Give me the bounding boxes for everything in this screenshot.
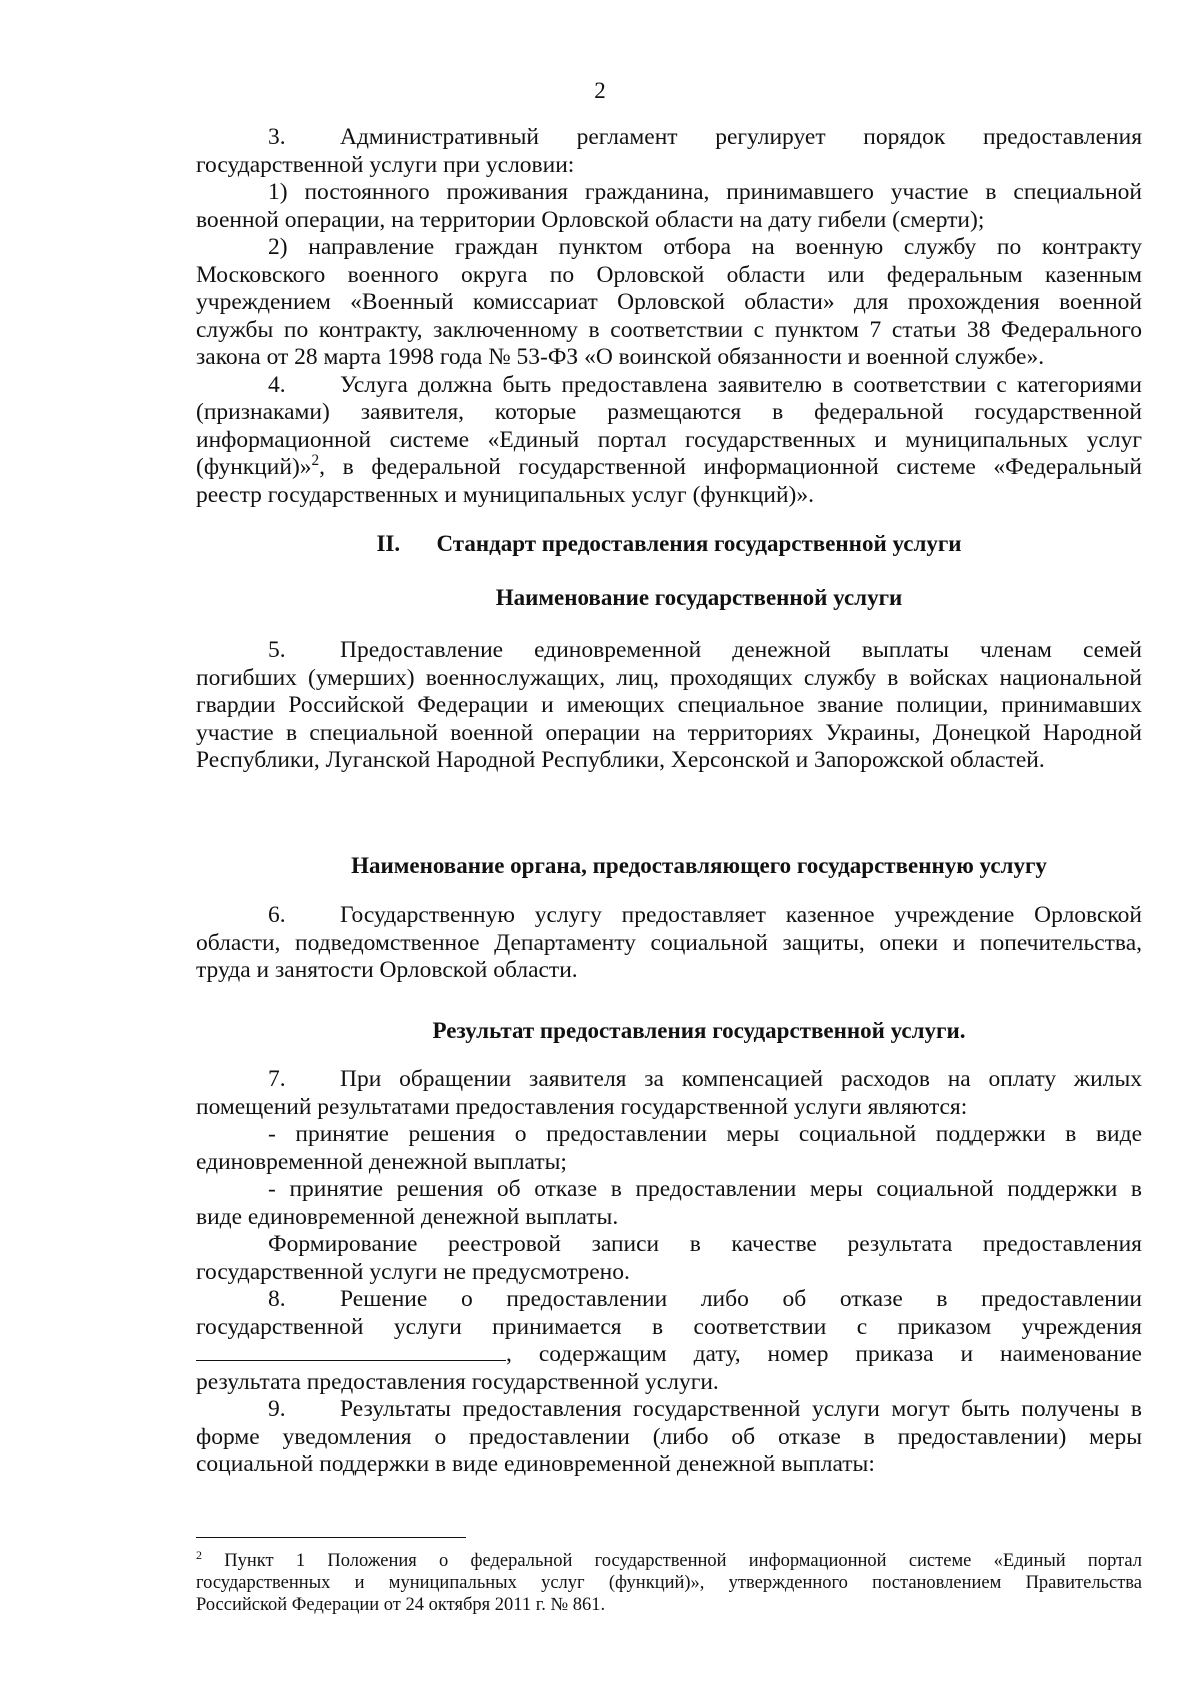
paragraph-line: информационной системе «Единый портал государственных и муниципальных услуг [196, 426, 1142, 453]
section-heading [196, 531, 1142, 557]
paragraph-line: закона от 28 марта 1998 года № 53-ФЗ «О воинской обязанности и военной службе». [196, 344, 1045, 370]
paragraph-number: 7. [268, 1066, 286, 1092]
paragraph-5 [196, 637, 1142, 775]
paragraph-line: Административный регламент регулирует порядок предоставления [340, 124, 1142, 150]
footnote-divider [196, 1537, 466, 1538]
paragraph-line: службы по контракту, заключенному в соответствии с пунктом 7 статьи 38 Федерального [196, 316, 1142, 343]
page-number: 2 [594, 78, 606, 103]
subheading-organ: Наименование органа, предоставляющего государственную услугу [351, 853, 1047, 878]
paragraph-line: участие в специальной военной операции на территориях Украины, Донецкой Народной [196, 719, 1142, 746]
paragraph-8 [196, 1286, 1142, 1396]
paragraph-number: 6. [268, 902, 286, 928]
paragraph-3-item-2 [196, 234, 1142, 372]
paragraph-4 [196, 372, 1142, 510]
paragraph-3 [196, 124, 1142, 179]
paragraph-line: Формирование реестровой записи в качестве результата предоставления [268, 1231, 1142, 1257]
paragraph-number: 8. [268, 1286, 286, 1312]
paragraph-line: Предоставление единовременной денежной выплаты членам семей [340, 637, 1142, 663]
paragraph-line: Решение о предоставлении либо об отказе в предоставлении [340, 1286, 1142, 1312]
paragraph-line: Государственную услугу предоставляет казенное учреждение Орловской [340, 902, 1142, 928]
paragraph-line: труда и занятости Орловской области. [196, 957, 578, 983]
section-1-text [196, 124, 1142, 509]
paragraph-line: государственной услуги не предусмотрено. [196, 1258, 630, 1285]
paragraph-9 [196, 1396, 1142, 1479]
paragraph-line: государственной услуги принимается в соответствии с приказом учреждения [196, 1313, 1142, 1340]
blank-fill-line [196, 1342, 506, 1361]
paragraph-line: , содержащим дату, номер приказа и наименование [506, 1341, 1142, 1367]
section-roman-numeral: II. [376, 531, 401, 556]
paragraph-7-note [196, 1231, 1142, 1286]
paragraph-7-item-b [196, 1176, 1142, 1231]
paragraph-line: 1) постоянного проживания гражданина, принимавшего участие в специальной [268, 179, 1142, 205]
paragraph-line: помещений результатами предоставления государственной услуги являются: [196, 1093, 968, 1120]
paragraph-6 [196, 902, 1142, 985]
subheading-result: Результат предоставления государственной услуги. [432, 1018, 966, 1043]
paragraph-line: виде единовременной денежной выплаты. [196, 1203, 619, 1230]
paragraph-line: Услуга должна быть предоставлена заявителю в соответствии с категориями [340, 371, 1142, 398]
paragraph-line: области, подведомственное Департаменту социальной защиты, опеки и попечительства, [196, 929, 1142, 956]
paragraph-line: 2) направление граждан пунктом отбора на военную службу по контракту [268, 234, 1142, 260]
paragraph-3-item-1 [196, 179, 1142, 234]
paragraph-line: - принятие решения об отказе в предоставлении меры социальной поддержки в [268, 1176, 1142, 1202]
paragraph-7-item-a [196, 1121, 1142, 1176]
paragraph-line: погибших (умерших) военнослужащих, лиц, проходящих службу в войсках национальной [196, 664, 1142, 691]
paragraph-line: - принятие решения о предоставлении меры социальной поддержки в виде [268, 1121, 1142, 1147]
paragraph-line: Республики, Луганской Народной Республики, Херсонской и Запорожской областей. [196, 747, 1045, 773]
paragraph-line: учреждением «Военный комиссариат Орловской области» для прохождения военной [196, 289, 1142, 315]
paragraph-line: реестр государственных и муниципальных услуг (функций)». [196, 481, 814, 508]
subheading-service-name: Наименование государственной услуги [495, 585, 903, 610]
paragraph-line: (функций)» [196, 454, 312, 480]
footnote-mark: 2 [196, 1547, 203, 1562]
footnote-line: Пункт 1 Положения о федеральной государственной информационной системе «Единый портал [224, 1551, 1143, 1571]
footnote-line: государственных и муниципальных услуг (функций)», утвержденного постановлением Правительства [196, 1573, 1142, 1593]
paragraph-line: Московского военного округа по Орловской области или федеральным казенным [196, 261, 1142, 288]
paragraph-number: 4. [268, 371, 286, 398]
paragraph-number: 5. [268, 637, 286, 663]
paragraph-line: Результаты предоставления государственной услуги могут быть получены в [340, 1396, 1142, 1422]
section-4-text [196, 1066, 1142, 1479]
paragraph-number: 9. [268, 1396, 286, 1422]
paragraph-line: гвардии Российской Федерации и имеющих специальное звание полиции, принимавших [196, 692, 1142, 718]
footnote-line: Российской Федерации от 24 октября 2011 г. № 861. [196, 1595, 606, 1615]
section-title: Стандарт предоставления государственной услуги [436, 531, 962, 556]
paragraph-line: форме уведомления о предоставлении (либо об отказе в предоставлении) меры [196, 1423, 1142, 1450]
paragraph-line: единовременной денежной выплаты; [196, 1148, 567, 1175]
paragraph-line: (признаками) заявителя, которые размещаются в федеральной государственной [196, 399, 1142, 425]
paragraph-line: При обращении заявителя за компенсацией расходов на оплату жилых [340, 1066, 1142, 1092]
footnote-reference: 2 [311, 452, 320, 470]
paragraph-line: социальной поддержки в виде единовременной денежной выплаты: [196, 1451, 875, 1477]
paragraph-line: государственной услуги при условии: [196, 151, 575, 178]
paragraph-number: 3. [268, 124, 286, 150]
paragraph-7 [196, 1066, 1142, 1121]
section-2-text [196, 637, 1142, 775]
paragraph-line: , в федеральной государственной информационной системе «Федеральный [319, 454, 1142, 480]
paragraph-line: результата предоставления государственной услуги. [196, 1368, 719, 1395]
paragraph-line: военной операции, на территории Орловской области на дату гибели (смерти); [196, 206, 985, 233]
footnote [196, 1547, 1143, 1616]
section-3-text [196, 902, 1142, 985]
